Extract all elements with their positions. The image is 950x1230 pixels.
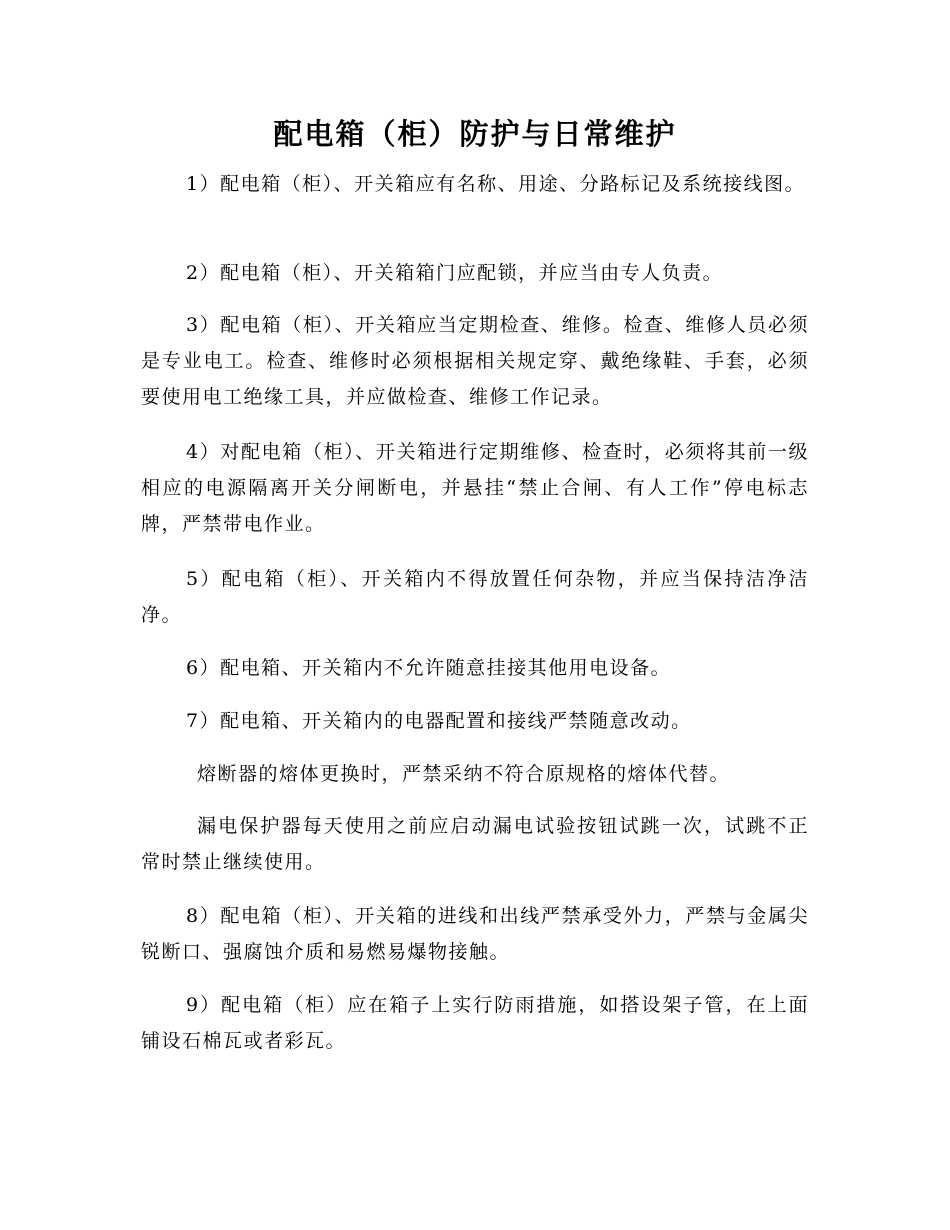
paragraph-2: 2）配电箱（柜）、开关箱箱门应配锁，并应当由专人负责。 [186,262,724,284]
paragraph-8: 8）配电箱（柜）、开关箱的进线和出线严禁承受外力，严禁与金属尖锐断口、强腐蚀介质和易燃易爆物接触。 [141,905,809,963]
paragraph-9: 9）配电箱（柜）应在箱子上实行防雨措施，如搭设架子管，在上面铺设石棉瓦或者彩瓦。 [141,994,809,1052]
paragraph-3: 3）配电箱（柜）、开关箱应当定期检查、维修。检查、维修人员必须是专业电工。检查、维修时必须根据相关规定穿、戴绝缘鞋、手套，必须要使用电工绝缘工具，并应做检查、维修工作记录。 [141,314,809,408]
paragraph-fuse: 熔断器的熔体更换时，严禁采纳不符合原规格的熔体代替。 [197,763,731,785]
document-title: 配电箱（柜）防护与日常维护 [273,117,677,151]
paragraph-4: 4）对配电箱（柜）、开关箱进行定期维修、检查时，必须将其前一级相应的电源隔离开关分闸断电，并悬挂“禁止合闸、有人工作”停电标志牌，严禁带电作业。 [141,441,809,535]
paragraph-1: 1）配电箱（柜）、开关箱应有名称、用途、分路标记及系统接线图。 [186,173,806,195]
paragraph-6: 6）配电箱、开关箱内不允许随意挂接其他用电设备。 [186,657,672,679]
paragraph-7: 7）配电箱、开关箱内的电器配置和接线严禁随意改动。 [186,710,692,732]
paragraph-leakage-protector: 漏电保护器每天使用之前应启动漏电试验按钮试跳一次，试跳不正常时禁止继续使用。 [141,815,809,873]
paragraph-5: 5）配电箱（柜）、开关箱内不得放置任何杂物，并应当保持洁净洁净。 [141,568,809,626]
